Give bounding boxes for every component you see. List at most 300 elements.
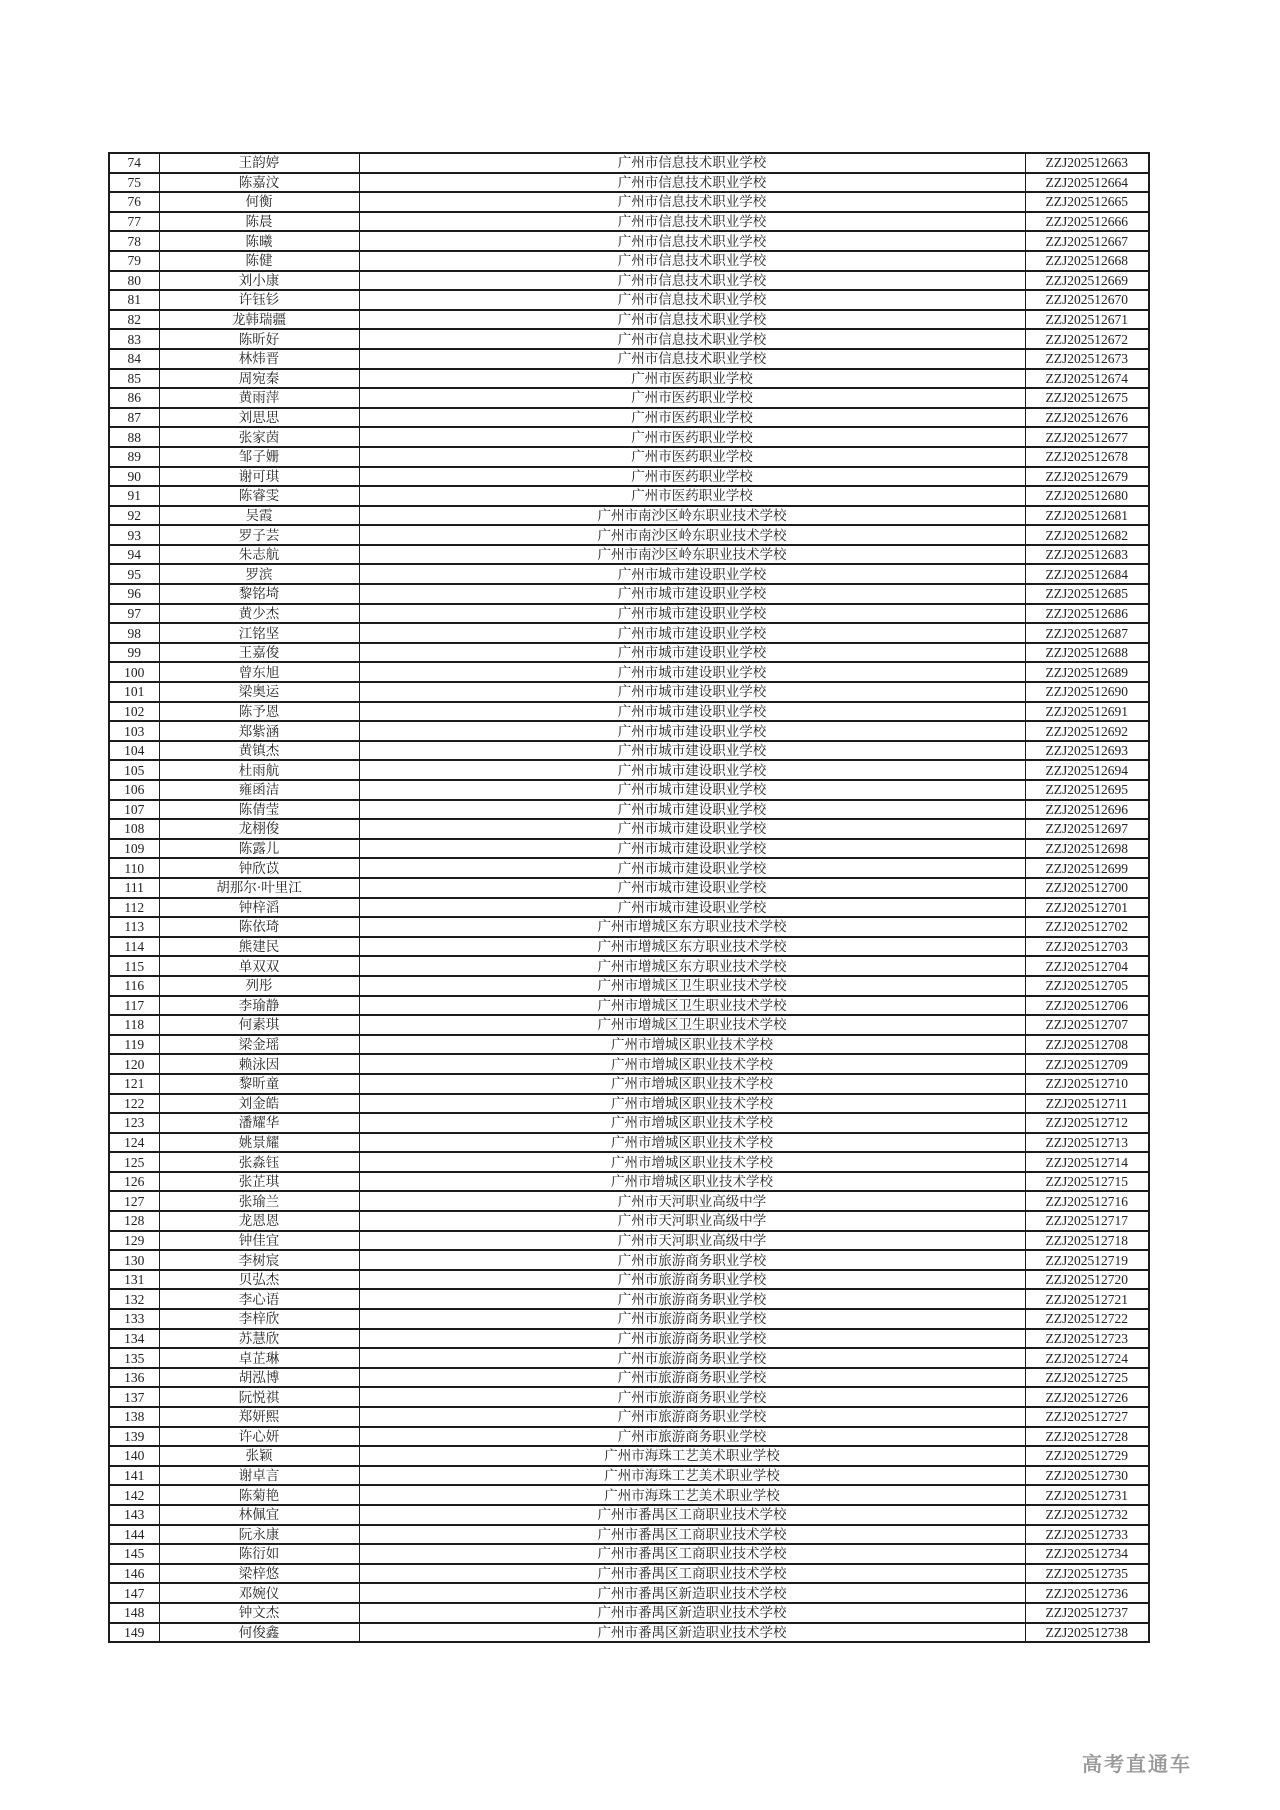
table-row <box>109 153 1149 173</box>
school-name-cell: 广州市旅游商务职业学校 <box>359 1427 1025 1447</box>
table-row <box>109 173 1149 193</box>
school-name-cell: 广州市信息技术职业学校 <box>359 251 1025 271</box>
row-number-cell: 108 <box>109 819 159 839</box>
table-row <box>109 800 1149 820</box>
school-name-cell: 广州市南沙区岭东职业技术学校 <box>359 506 1025 526</box>
school-name-cell: 广州市城市建设职业学校 <box>359 564 1025 584</box>
table-row <box>109 1211 1149 1231</box>
table-row <box>109 623 1149 643</box>
student-name-cell: 何衡 <box>159 192 359 212</box>
row-number-cell: 84 <box>109 349 159 369</box>
table-row <box>109 1583 1149 1603</box>
cert-number-cell: ZZJ202512728 <box>1025 1427 1149 1447</box>
cert-number-cell: ZZJ202512736 <box>1025 1583 1149 1603</box>
student-name-cell: 郑妍熙 <box>159 1407 359 1427</box>
cert-number-cell: ZZJ202512680 <box>1025 486 1149 506</box>
row-number-cell: 106 <box>109 780 159 800</box>
student-name-cell: 梁金瑶 <box>159 1035 359 1055</box>
school-name-cell: 广州市旅游商务职业学校 <box>359 1407 1025 1427</box>
student-name-cell: 贝弘杰 <box>159 1270 359 1290</box>
table-row <box>109 643 1149 663</box>
school-name-cell: 广州市增城区职业技术学校 <box>359 1094 1025 1114</box>
cert-number-cell: ZZJ202512690 <box>1025 682 1149 702</box>
school-name-cell: 广州市信息技术职业学校 <box>359 173 1025 193</box>
table-row <box>109 1152 1149 1172</box>
cert-number-cell: ZZJ202512691 <box>1025 702 1149 722</box>
row-number-cell: 128 <box>109 1211 159 1231</box>
cert-number-cell: ZZJ202512717 <box>1025 1211 1149 1231</box>
table-row <box>109 937 1149 957</box>
table-row <box>109 1270 1149 1290</box>
cert-number-cell: ZZJ202512709 <box>1025 1054 1149 1074</box>
school-name-cell: 广州市番禺区新造职业技术学校 <box>359 1583 1025 1603</box>
row-number-cell: 116 <box>109 976 159 996</box>
cert-number-cell: ZZJ202512713 <box>1025 1133 1149 1153</box>
row-number-cell: 83 <box>109 329 159 349</box>
table-row <box>109 1427 1149 1447</box>
table-row <box>109 1309 1149 1329</box>
row-number-cell: 94 <box>109 545 159 565</box>
cert-number-cell: ZZJ202512684 <box>1025 564 1149 584</box>
school-name-cell: 广州市旅游商务职业学校 <box>359 1329 1025 1349</box>
row-number-cell: 141 <box>109 1466 159 1486</box>
cert-number-cell: ZZJ202512719 <box>1025 1250 1149 1270</box>
row-number-cell: 110 <box>109 858 159 878</box>
cert-number-cell: ZZJ202512718 <box>1025 1231 1149 1251</box>
cert-number-cell: ZZJ202512720 <box>1025 1270 1149 1290</box>
row-number-cell: 149 <box>109 1623 159 1643</box>
row-number-cell: 120 <box>109 1054 159 1074</box>
cert-number-cell: ZZJ202512671 <box>1025 310 1149 330</box>
student-name-cell: 陈睿雯 <box>159 486 359 506</box>
student-name-cell: 张瑜兰 <box>159 1191 359 1211</box>
cert-number-cell: ZZJ202512689 <box>1025 662 1149 682</box>
school-name-cell: 广州市医药职业学校 <box>359 467 1025 487</box>
school-name-cell: 广州市医药职业学校 <box>359 369 1025 389</box>
school-name-cell: 广州市番禺区新造职业技术学校 <box>359 1603 1025 1623</box>
cert-number-cell: ZZJ202512700 <box>1025 878 1149 898</box>
cert-number-cell: ZZJ202512666 <box>1025 212 1149 232</box>
watermark-text: 高考直通车 <box>1082 1754 1192 1776</box>
student-name-cell: 张家茵 <box>159 427 359 447</box>
student-name-cell: 胡泓博 <box>159 1368 359 1388</box>
row-number-cell: 100 <box>109 662 159 682</box>
student-name-cell: 李梓欣 <box>159 1309 359 1329</box>
school-name-cell: 广州市增城区职业技术学校 <box>359 1074 1025 1094</box>
row-number-cell: 142 <box>109 1485 159 1505</box>
table-row <box>109 427 1149 447</box>
table-row <box>109 545 1149 565</box>
table-row <box>109 1113 1149 1133</box>
student-name-cell: 雍函洁 <box>159 780 359 800</box>
table-row <box>109 525 1149 545</box>
school-name-cell: 广州市增城区职业技术学校 <box>359 1172 1025 1192</box>
table-row <box>109 329 1149 349</box>
school-name-cell: 广州市信息技术职业学校 <box>359 290 1025 310</box>
school-name-cell: 广州市增城区东方职业技术学校 <box>359 937 1025 957</box>
table-row <box>109 1133 1149 1153</box>
student-name-cell: 刘金皓 <box>159 1094 359 1114</box>
cert-number-cell: ZZJ202512674 <box>1025 369 1149 389</box>
table-row <box>109 1368 1149 1388</box>
row-number-cell: 145 <box>109 1544 159 1564</box>
row-number-cell: 79 <box>109 251 159 271</box>
student-name-cell: 陈衍如 <box>159 1544 359 1564</box>
student-name-cell: 郑紫涵 <box>159 721 359 741</box>
row-number-cell: 74 <box>109 153 159 173</box>
student-name-cell: 陈露儿 <box>159 839 359 859</box>
school-name-cell: 广州市医药职业学校 <box>359 486 1025 506</box>
cert-number-cell: ZZJ202512726 <box>1025 1387 1149 1407</box>
student-name-cell: 朱志航 <box>159 545 359 565</box>
row-number-cell: 109 <box>109 839 159 859</box>
row-number-cell: 146 <box>109 1564 159 1584</box>
cert-number-cell: ZZJ202512708 <box>1025 1035 1149 1055</box>
cert-number-cell: ZZJ202512687 <box>1025 623 1149 643</box>
school-name-cell: 广州市城市建设职业学校 <box>359 819 1025 839</box>
student-name-cell: 卓芷琳 <box>159 1348 359 1368</box>
table-row <box>109 1035 1149 1055</box>
table-row <box>109 604 1149 624</box>
row-number-cell: 119 <box>109 1035 159 1055</box>
row-number-cell: 131 <box>109 1270 159 1290</box>
school-name-cell: 广州市旅游商务职业学校 <box>359 1309 1025 1329</box>
table-row <box>109 1623 1149 1643</box>
school-name-cell: 广州市医药职业学校 <box>359 388 1025 408</box>
table-row <box>109 192 1149 212</box>
table-row <box>109 486 1149 506</box>
student-name-cell: 王韵婷 <box>159 153 359 173</box>
school-name-cell: 广州市番禺区新造职业技术学校 <box>359 1623 1025 1643</box>
school-name-cell: 广州市信息技术职业学校 <box>359 153 1025 173</box>
row-number-cell: 80 <box>109 271 159 291</box>
student-name-cell: 曾东旭 <box>159 662 359 682</box>
student-name-cell: 阮悦祺 <box>159 1387 359 1407</box>
school-name-cell: 广州市番禺区工商职业技术学校 <box>359 1505 1025 1525</box>
cert-number-cell: ZZJ202512722 <box>1025 1309 1149 1329</box>
cert-number-cell: ZZJ202512705 <box>1025 976 1149 996</box>
table-row <box>109 388 1149 408</box>
school-name-cell: 广州市城市建设职业学校 <box>359 702 1025 722</box>
row-number-cell: 130 <box>109 1250 159 1270</box>
table-row <box>109 917 1149 937</box>
table-row <box>109 1054 1149 1074</box>
school-name-cell: 广州市城市建设职业学校 <box>359 800 1025 820</box>
row-number-cell: 99 <box>109 643 159 663</box>
student-name-cell: 刘小康 <box>159 271 359 291</box>
row-number-cell: 95 <box>109 564 159 584</box>
student-name-cell: 林佩宜 <box>159 1505 359 1525</box>
school-name-cell: 广州市增城区卫生职业技术学校 <box>359 1015 1025 1035</box>
cert-number-cell: ZZJ202512712 <box>1025 1113 1149 1133</box>
table-row <box>109 231 1149 251</box>
school-name-cell: 广州市增城区职业技术学校 <box>359 1152 1025 1172</box>
student-name-cell: 谢卓言 <box>159 1466 359 1486</box>
student-name-cell: 龙恩恩 <box>159 1211 359 1231</box>
school-name-cell: 广州市天河职业高级中学 <box>359 1231 1025 1251</box>
student-name-cell: 罗子芸 <box>159 525 359 545</box>
cert-number-cell: ZZJ202512727 <box>1025 1407 1149 1427</box>
school-name-cell: 广州市番禺区工商职业技术学校 <box>359 1525 1025 1545</box>
row-number-cell: 126 <box>109 1172 159 1192</box>
table-row <box>109 1544 1149 1564</box>
row-number-cell: 101 <box>109 682 159 702</box>
student-name-cell: 阮永康 <box>159 1525 359 1545</box>
cert-number-cell: ZZJ202512725 <box>1025 1368 1149 1388</box>
row-number-cell: 97 <box>109 604 159 624</box>
cert-number-cell: ZZJ202512669 <box>1025 271 1149 291</box>
student-name-cell: 罗滨 <box>159 564 359 584</box>
school-name-cell: 广州市城市建设职业学校 <box>359 741 1025 761</box>
student-name-cell: 龙栩俊 <box>159 819 359 839</box>
row-number-cell: 135 <box>109 1348 159 1368</box>
row-number-cell: 75 <box>109 173 159 193</box>
row-number-cell: 81 <box>109 290 159 310</box>
student-name-cell: 李心语 <box>159 1289 359 1309</box>
cert-number-cell: ZZJ202512723 <box>1025 1329 1149 1349</box>
school-name-cell: 广州市海珠工艺美术职业学校 <box>359 1485 1025 1505</box>
row-number-cell: 113 <box>109 917 159 937</box>
cert-number-cell: ZZJ202512714 <box>1025 1152 1149 1172</box>
table-row <box>109 702 1149 722</box>
row-number-cell: 115 <box>109 956 159 976</box>
cert-number-cell: ZZJ202512702 <box>1025 917 1149 937</box>
row-number-cell: 96 <box>109 584 159 604</box>
cert-number-cell: ZZJ202512681 <box>1025 506 1149 526</box>
student-name-cell: 何俊鑫 <box>159 1623 359 1643</box>
row-number-cell: 122 <box>109 1094 159 1114</box>
row-number-cell: 140 <box>109 1446 159 1466</box>
cert-number-cell: ZZJ202512663 <box>1025 153 1149 173</box>
student-name-cell: 许心妍 <box>159 1427 359 1447</box>
school-name-cell: 广州市海珠工艺美术职业学校 <box>359 1466 1025 1486</box>
student-name-cell: 姚景耀 <box>159 1133 359 1153</box>
school-name-cell: 广州市城市建设职业学校 <box>359 643 1025 663</box>
cert-number-cell: ZZJ202512667 <box>1025 231 1149 251</box>
student-name-cell: 梁奥运 <box>159 682 359 702</box>
student-name-cell: 陈曦 <box>159 231 359 251</box>
student-name-cell: 陈晨 <box>159 212 359 232</box>
school-name-cell: 广州市旅游商务职业学校 <box>359 1387 1025 1407</box>
row-number-cell: 91 <box>109 486 159 506</box>
cert-number-cell: ZZJ202512706 <box>1025 996 1149 1016</box>
table-row <box>109 1348 1149 1368</box>
cert-number-cell: ZZJ202512730 <box>1025 1466 1149 1486</box>
student-name-cell: 梁梓悠 <box>159 1564 359 1584</box>
table-row <box>109 858 1149 878</box>
student-name-cell: 许钰钐 <box>159 290 359 310</box>
school-name-cell: 广州市番禺区工商职业技术学校 <box>359 1564 1025 1584</box>
table-row <box>109 584 1149 604</box>
table-row <box>109 290 1149 310</box>
row-number-cell: 107 <box>109 800 159 820</box>
school-name-cell: 广州市信息技术职业学校 <box>359 349 1025 369</box>
school-name-cell: 广州市城市建设职业学校 <box>359 780 1025 800</box>
table-row <box>109 1289 1149 1309</box>
student-name-cell: 钟佳宜 <box>159 1231 359 1251</box>
student-name-cell: 陈菊艳 <box>159 1485 359 1505</box>
table-row <box>109 956 1149 976</box>
row-number-cell: 103 <box>109 721 159 741</box>
cert-number-cell: ZZJ202512675 <box>1025 388 1149 408</box>
school-name-cell: 广州市城市建设职业学校 <box>359 721 1025 741</box>
cert-number-cell: ZZJ202512737 <box>1025 1603 1149 1623</box>
cert-number-cell: ZZJ202512693 <box>1025 741 1149 761</box>
cert-number-cell: ZZJ202512729 <box>1025 1446 1149 1466</box>
student-name-cell: 黎昕童 <box>159 1074 359 1094</box>
table-row <box>109 878 1149 898</box>
school-name-cell: 广州市海珠工艺美术职业学校 <box>359 1446 1025 1466</box>
school-name-cell: 广州市城市建设职业学校 <box>359 878 1025 898</box>
table-row <box>109 741 1149 761</box>
row-number-cell: 124 <box>109 1133 159 1153</box>
table-body <box>109 153 1149 1642</box>
cert-number-cell: ZZJ202512699 <box>1025 858 1149 878</box>
table-row <box>109 721 1149 741</box>
table-row <box>109 1446 1149 1466</box>
cert-number-cell: ZZJ202512683 <box>1025 545 1149 565</box>
row-number-cell: 88 <box>109 427 159 447</box>
table-row <box>109 1505 1149 1525</box>
student-name-cell: 钟文杰 <box>159 1603 359 1623</box>
student-name-cell: 何素琪 <box>159 1015 359 1035</box>
table-row <box>109 1525 1149 1545</box>
student-name-cell: 陈嘉汶 <box>159 173 359 193</box>
school-name-cell: 广州市城市建设职业学校 <box>359 604 1025 624</box>
row-number-cell: 78 <box>109 231 159 251</box>
cert-number-cell: ZZJ202512701 <box>1025 898 1149 918</box>
student-name-cell: 吴霞 <box>159 506 359 526</box>
cert-number-cell: ZZJ202512716 <box>1025 1191 1149 1211</box>
cert-number-cell: ZZJ202512696 <box>1025 800 1149 820</box>
table-row <box>109 1172 1149 1192</box>
row-number-cell: 123 <box>109 1113 159 1133</box>
student-name-cell: 陈倩莹 <box>159 800 359 820</box>
school-name-cell: 广州市城市建设职业学校 <box>359 839 1025 859</box>
row-number-cell: 102 <box>109 702 159 722</box>
school-name-cell: 广州市增城区职业技术学校 <box>359 1113 1025 1133</box>
cert-number-cell: ZZJ202512734 <box>1025 1544 1149 1564</box>
cert-number-cell: ZZJ202512679 <box>1025 467 1149 487</box>
table-row <box>109 760 1149 780</box>
row-number-cell: 111 <box>109 878 159 898</box>
table-row <box>109 1407 1149 1427</box>
row-number-cell: 136 <box>109 1368 159 1388</box>
student-name-cell: 刘思思 <box>159 408 359 428</box>
student-name-cell: 单双双 <box>159 956 359 976</box>
school-name-cell: 广州市信息技术职业学校 <box>359 329 1025 349</box>
student-name-cell: 邹子姗 <box>159 447 359 467</box>
table-row <box>109 1603 1149 1623</box>
cert-number-cell: ZZJ202512664 <box>1025 173 1149 193</box>
cert-number-cell: ZZJ202512704 <box>1025 956 1149 976</box>
table-row <box>109 212 1149 232</box>
table-row <box>109 1231 1149 1251</box>
student-name-cell: 张淼钰 <box>159 1152 359 1172</box>
school-name-cell: 广州市增城区卫生职业技术学校 <box>359 976 1025 996</box>
school-name-cell: 广州市旅游商务职业学校 <box>359 1348 1025 1368</box>
cert-number-cell: ZZJ202512665 <box>1025 192 1149 212</box>
cert-number-cell: ZZJ202512721 <box>1025 1289 1149 1309</box>
school-name-cell: 广州市南沙区岭东职业技术学校 <box>359 525 1025 545</box>
school-name-cell: 广州市增城区职业技术学校 <box>359 1133 1025 1153</box>
table-row <box>109 839 1149 859</box>
student-name-cell: 陈依琦 <box>159 917 359 937</box>
student-name-cell: 胡那尔·叶里江 <box>159 878 359 898</box>
row-number-cell: 138 <box>109 1407 159 1427</box>
table-row <box>109 506 1149 526</box>
school-name-cell: 广州市城市建设职业学校 <box>359 682 1025 702</box>
cert-number-cell: ZZJ202512695 <box>1025 780 1149 800</box>
table-row <box>109 447 1149 467</box>
table-row <box>109 1015 1149 1035</box>
school-name-cell: 广州市信息技术职业学校 <box>359 192 1025 212</box>
cert-number-cell: ZZJ202512677 <box>1025 427 1149 447</box>
school-name-cell: 广州市增城区东方职业技术学校 <box>359 956 1025 976</box>
row-number-cell: 143 <box>109 1505 159 1525</box>
cert-number-cell: ZZJ202512692 <box>1025 721 1149 741</box>
row-number-cell: 134 <box>109 1329 159 1349</box>
cert-number-cell: ZZJ202512697 <box>1025 819 1149 839</box>
school-name-cell: 广州市天河职业高级中学 <box>359 1191 1025 1211</box>
row-number-cell: 117 <box>109 996 159 1016</box>
school-name-cell: 广州市旅游商务职业学校 <box>359 1250 1025 1270</box>
student-name-cell: 江铭坚 <box>159 623 359 643</box>
cert-number-cell: ZZJ202512688 <box>1025 643 1149 663</box>
row-number-cell: 104 <box>109 741 159 761</box>
school-name-cell: 广州市信息技术职业学校 <box>359 271 1025 291</box>
school-name-cell: 广州市医药职业学校 <box>359 447 1025 467</box>
school-name-cell: 广州市增城区职业技术学校 <box>359 1054 1025 1074</box>
table-row <box>109 1466 1149 1486</box>
cert-number-cell: ZZJ202512670 <box>1025 290 1149 310</box>
table-row <box>109 408 1149 428</box>
school-name-cell: 广州市城市建设职业学校 <box>359 858 1025 878</box>
table-row <box>109 369 1149 389</box>
cert-number-cell: ZZJ202512731 <box>1025 1485 1149 1505</box>
cert-number-cell: ZZJ202512715 <box>1025 1172 1149 1192</box>
cert-number-cell: ZZJ202512735 <box>1025 1564 1149 1584</box>
student-name-cell: 谢可琪 <box>159 467 359 487</box>
school-name-cell: 广州市信息技术职业学校 <box>359 231 1025 251</box>
student-name-cell: 黄少杰 <box>159 604 359 624</box>
row-number-cell: 87 <box>109 408 159 428</box>
cert-number-cell: ZZJ202512738 <box>1025 1623 1149 1643</box>
row-number-cell: 147 <box>109 1583 159 1603</box>
table-row <box>109 251 1149 271</box>
school-name-cell: 广州市城市建设职业学校 <box>359 760 1025 780</box>
table-row <box>109 1094 1149 1114</box>
certificate-list-table <box>108 152 1150 1643</box>
school-name-cell: 广州市城市建设职业学校 <box>359 623 1025 643</box>
row-number-cell: 144 <box>109 1525 159 1545</box>
row-number-cell: 90 <box>109 467 159 487</box>
student-name-cell: 张颖 <box>159 1446 359 1466</box>
row-number-cell: 121 <box>109 1074 159 1094</box>
cert-number-cell: ZZJ202512694 <box>1025 760 1149 780</box>
row-number-cell: 92 <box>109 506 159 526</box>
school-name-cell: 广州市信息技术职业学校 <box>359 212 1025 232</box>
student-name-cell: 林炜晋 <box>159 349 359 369</box>
row-number-cell: 98 <box>109 623 159 643</box>
school-name-cell: 广州市天河职业高级中学 <box>359 1211 1025 1231</box>
school-name-cell: 广州市增城区卫生职业技术学校 <box>359 996 1025 1016</box>
table-row <box>109 682 1149 702</box>
student-name-cell: 龙韩瑞疆 <box>159 310 359 330</box>
row-number-cell: 137 <box>109 1387 159 1407</box>
school-name-cell: 广州市番禺区工商职业技术学校 <box>359 1544 1025 1564</box>
cert-number-cell: ZZJ202512711 <box>1025 1094 1149 1114</box>
